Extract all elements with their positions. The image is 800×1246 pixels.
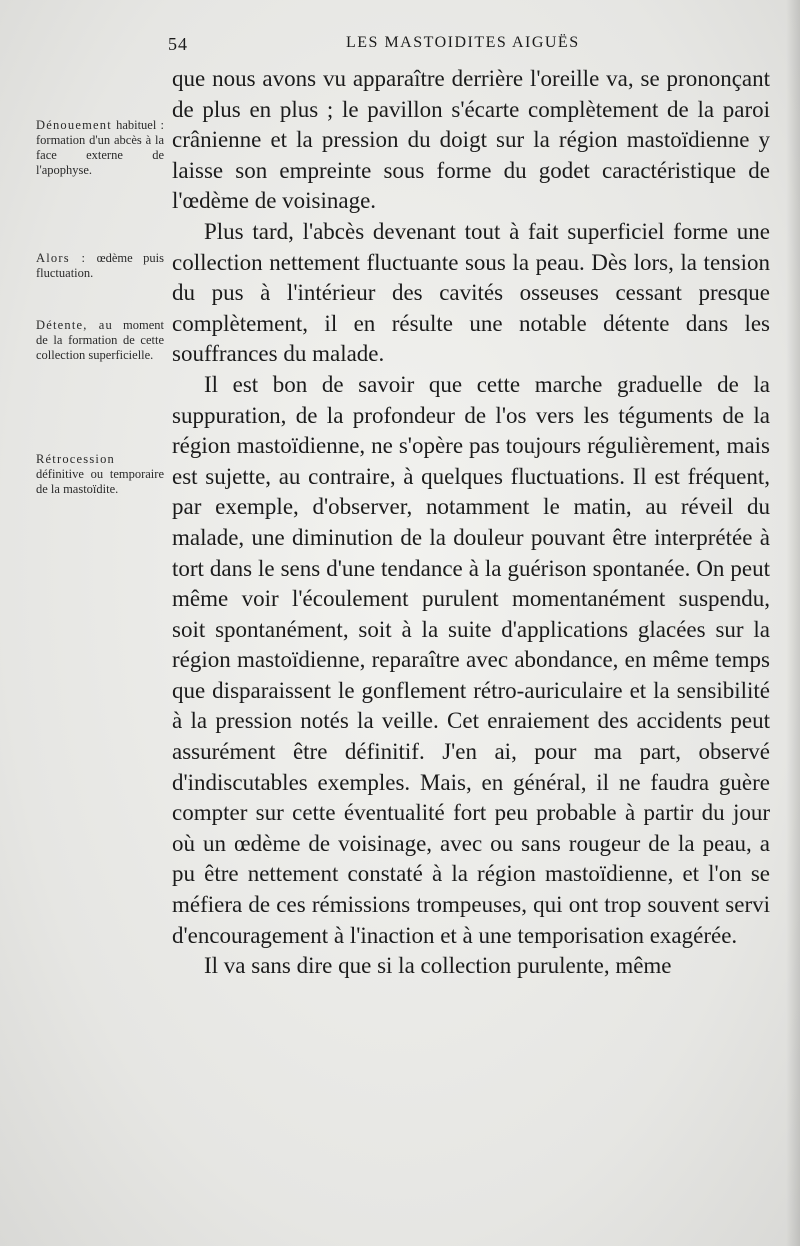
- page-number: 54: [168, 34, 188, 54]
- sidenote-lead: Alors :: [36, 251, 87, 265]
- sidenote-lead: Dénouement: [36, 118, 112, 132]
- sidenote-lead: Détente, au: [36, 318, 114, 332]
- paragraph-4: Il va sans dire que si la collection purulente, même: [204, 953, 672, 979]
- sidenote-text: habituel : formation d'un abcès à la face externe de l'apophyse.: [36, 118, 164, 177]
- sidenote-detente: [36, 318, 164, 363]
- paragraph-3: Il est bon de savoir que cette marche graduelle de la suppuration, de la profondeur de l'os vers les téguments de la région mastoïdienne, ne s'opère pas toujours régulièrement, mais est sujette, au contraire, à quelques fluctuations. Il est fréquent, par exemple, d'observer, notamment le matin, au réveil du malade, une diminution de la douleur pouvant être interprétée à tort dans le sens d'une tendance à la guérison spontanée. On peut même voir l'écoulement purulent momentanément suspendu, soit spontanément, soit à la suite d'applications glacées sur la région mastoïdienne, reparaître avec abondance, en même temps que disparaissent le gonflement rétro-auriculaire et la sensibilité à la pression notés la veille. Cet enraiement des accidents peut assurément être définitif. J'en ai, pour ma part, observé d'indiscutables exemples. Mais, en général, il ne faudra guère compter sur cette éventualité fort peu probable à partir du jour où un œdème de voisinage, avec ou sans rougeur de la peau, a pu être nettement constaté à la région mastoïdienne, et l'on se méfiera de ces rémissions trompeuses, qui ont trop souvent servi d'encouragement à l'inaction et à une temporisation exagérée.: [172, 371, 770, 948]
- paragraph-2: Plus tard, l'abcès devenant tout à fait superficiel forme une collection nettement fluctuante sous la peau. Dès lors, la tension du pus à l'intérieur des cavités osseuses cessant presque complètement, il en résulte une notable détente dans les souffrances du malade.: [172, 218, 770, 367]
- running-title: LES MASTOIDITES AIGUËS: [346, 34, 580, 51]
- sidenote-text: œdème puis fluctuation.: [36, 251, 164, 280]
- paragraph-1: que nous avons vu apparaître derrière l'oreille va, se prononçant de plus en plus ; le pavillon s'écarte complètement de la paroi crânienne et la pression du doigt sur la région mastoïdienne y laisse son empreinte sous forme du godet caractéristique de l'œdème de voisinage.: [172, 66, 770, 214]
- sidenote-lead: Rétrocession: [36, 452, 115, 466]
- sidenote-text: définitive ou temporaire de la mastoïdite.: [36, 467, 164, 496]
- sidenote-text: moment de la formation de cette collection superficielle.: [36, 318, 164, 362]
- page-edge-shadow: [786, 0, 800, 1246]
- sidenote-denouement: [36, 118, 164, 178]
- sidenote-alors: [36, 251, 164, 281]
- sidenote-retrocession: [36, 452, 164, 497]
- body-text: [172, 64, 770, 982]
